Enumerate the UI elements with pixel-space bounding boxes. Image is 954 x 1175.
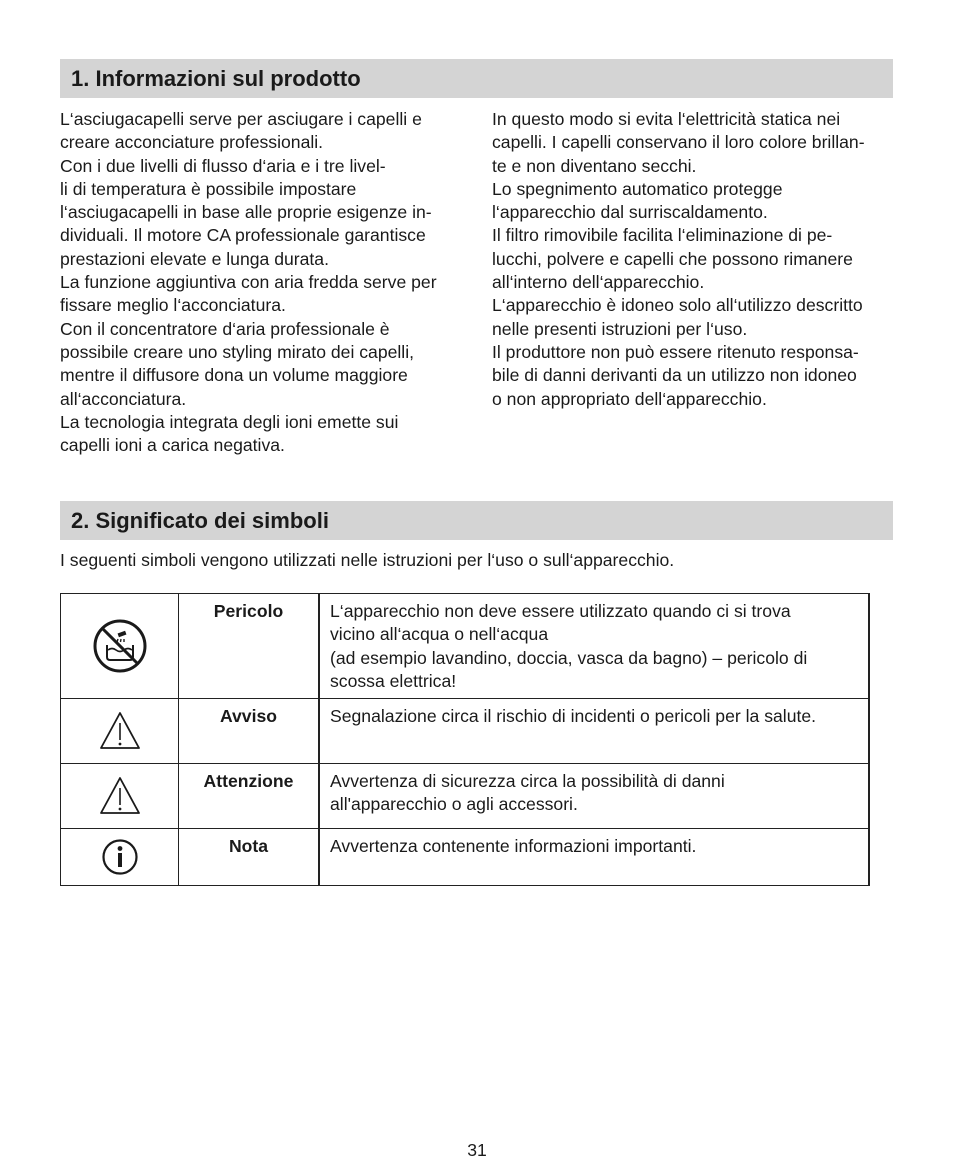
text-line: capelli ioni a carica negativa. — [60, 435, 285, 456]
text-line: (ad esempio lavandino, doccia, vasca da bagno) – pericolo di — [330, 647, 808, 668]
symbol-description — [319, 829, 869, 886]
symbol-name: Avviso — [179, 699, 320, 764]
section-1-left-column — [60, 108, 465, 457]
text-line: creare acconciature professionali. — [60, 132, 324, 153]
text-line: Avvertenza contenente informazioni importanti. — [330, 836, 697, 856]
text-line: all'apparecchio o agli accessori. — [330, 794, 578, 815]
section-1-title: 1. Informazioni sul prodotto — [60, 59, 893, 98]
text-line: Il filtro rimovibile facilita l‘eliminazione di pe- — [492, 225, 833, 246]
text-line: L‘apparecchio è idoneo solo all‘utilizzo descritto — [492, 295, 863, 316]
table-row — [61, 594, 870, 699]
text-line: Lo spegnimento automatico protegge — [492, 178, 783, 199]
text-line: lucchi, polvere e capelli che possono rimanere — [492, 248, 853, 269]
info-icon — [101, 838, 139, 876]
symbol-name: Pericolo — [179, 594, 320, 699]
text-line: Con il concentratore d‘aria professionale è — [60, 318, 390, 339]
icon-cell — [61, 699, 179, 764]
section-2-title: 2. Significato dei simboli — [60, 501, 893, 540]
warning-triangle-icon — [98, 775, 142, 817]
text-line: li di temperatura è possibile impostare — [60, 178, 357, 199]
text-line: Segnalazione circa il rischio di incidenti o pericoli per la salute. — [330, 706, 817, 726]
symbol-description — [319, 699, 869, 764]
text-line: mentre il diffusore dona un volume maggiore — [60, 365, 408, 386]
page-number: 31 — [467, 1140, 487, 1160]
text-line: prestazioni elevate e lunga durata. — [60, 248, 329, 269]
warning-triangle-icon — [98, 710, 142, 752]
symbol-description — [319, 764, 869, 829]
symbol-name: Attenzione — [179, 764, 320, 829]
symbols-intro: I seguenti simboli vengono utilizzati nelle istruzioni per l‘uso o sull‘apparecchio. — [60, 550, 675, 570]
icon-cell — [61, 594, 179, 699]
symbols-table — [60, 593, 870, 886]
text-line: L‘apparecchio non deve essere utilizzato quando ci si trova — [330, 601, 791, 621]
text-line: scossa elettrica! — [330, 670, 457, 691]
no-water-icon — [92, 618, 148, 674]
text-line: La funzione aggiuntiva con aria fredda serve per — [60, 272, 437, 293]
icon-cell — [61, 764, 179, 829]
text-line: all‘acconciatura. — [60, 388, 187, 409]
text-line: fissare meglio l‘acconciatura. — [60, 295, 286, 316]
section-1-right-column — [492, 108, 897, 411]
table-row — [61, 699, 870, 764]
text-line: dividuali. Il motore CA professionale garantisce — [60, 225, 426, 246]
text-line: Con i due livelli di flusso d‘aria e i tre livel- — [60, 155, 386, 176]
symbol-name: Nota — [179, 829, 320, 886]
text-line: te e non diventano secchi. — [492, 155, 697, 176]
text-line: possibile creare uno styling mirato dei capelli, — [60, 341, 415, 362]
icon-cell — [61, 829, 179, 886]
text-line: bile di danni derivanti da un utilizzo non idoneo — [492, 365, 857, 386]
symbol-description — [319, 594, 869, 699]
text-line: nelle presenti istruzioni per l‘uso. — [492, 318, 748, 339]
table-row — [61, 764, 870, 829]
text-line: In questo modo si evita l‘elettricità statica nei — [492, 109, 841, 129]
text-line: o non appropriato dell‘apparecchio. — [492, 388, 767, 409]
text-line: La tecnologia integrata degli ioni emette sui — [60, 411, 399, 432]
text-line: Avvertenza di sicurezza circa la possibilità di danni — [330, 771, 725, 791]
text-line: capelli. I capelli conservano il loro colore brillan- — [492, 132, 865, 153]
text-line: L‘asciugacapelli serve per asciugare i capelli e — [60, 109, 422, 129]
text-line: l‘apparecchio dal surriscaldamento. — [492, 202, 768, 223]
text-line: l‘asciugacapelli in base alle proprie esigenze in- — [60, 202, 432, 223]
text-line: Il produttore non può essere ritenuto responsa- — [492, 341, 859, 362]
text-line: vicino all‘acqua o nell‘acqua — [330, 624, 549, 645]
text-line: all‘interno dell‘apparecchio. — [492, 272, 705, 293]
table-row — [61, 829, 870, 886]
